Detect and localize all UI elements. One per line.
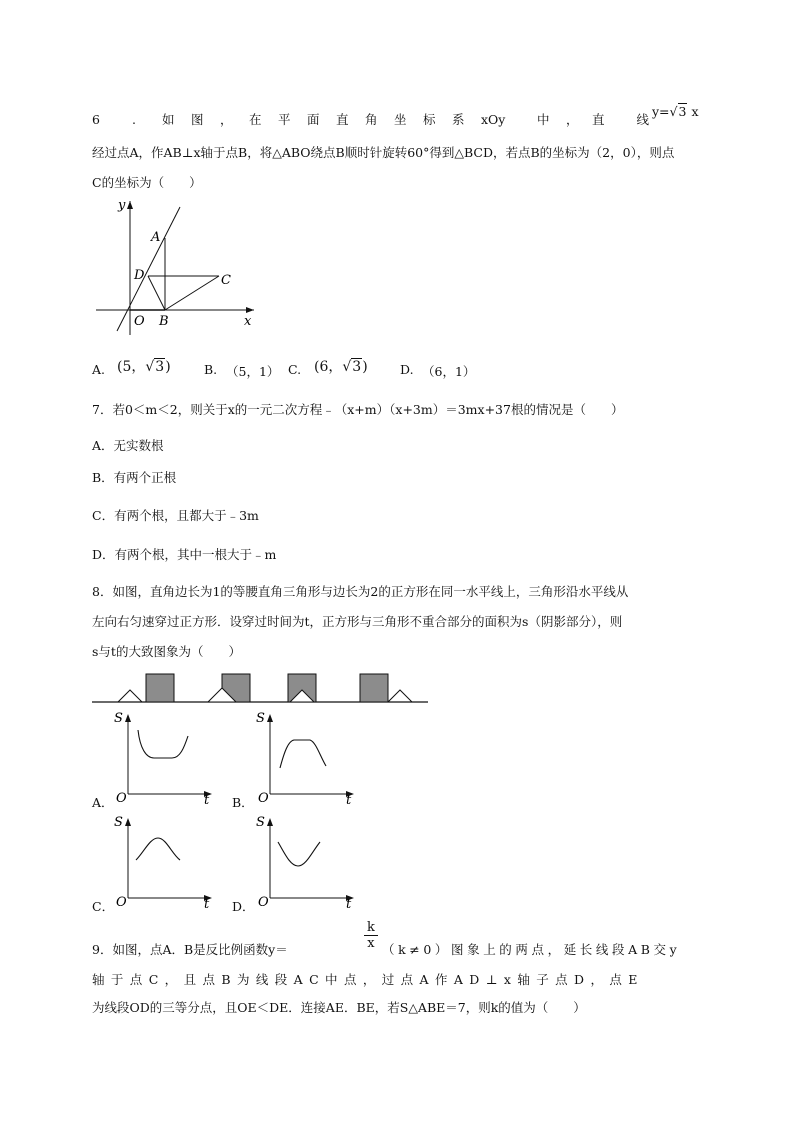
q8-square-1 [146,674,174,702]
q6-option-c-sqrt: √3 [342,359,362,375]
q9-line1a: 9．如图，点A．B是反比例函数y＝ [92,942,288,957]
q8-graph-c-t-label: t [204,897,210,912]
q8-graph-a-o-label: O [116,791,127,806]
q6-line-y-sqrt3x [117,207,180,331]
q8-graph-d-curve [278,842,320,866]
q6-line1-w10: 系 [452,112,465,127]
q6-segment-db [148,276,165,310]
q8-graph-b-o-label: O [258,791,269,806]
q8-graph-b-s-label: S [256,711,265,726]
q6-option-a-label: A. [92,362,106,377]
q6-label-c: C [221,273,231,288]
q6-line1-w8: 坐 [394,112,407,127]
q8-option-d: D． [232,899,255,914]
q6-y-arrow [127,201,133,209]
q6-option-c: (6，√3) [314,359,368,375]
q6-label-a: A [151,230,161,245]
q6-label-y: y [118,198,126,213]
q6-line1-w2: ， [220,112,233,127]
q8-graph-b-s-arrow [267,714,273,722]
q6-line2: 经过点A，作AB⊥x轴于点B，将△ABO绕点B顺时针旋转60°得到△BCD，若点B的坐标为（2，0），则点 [92,145,675,160]
q6-dot: . [132,112,136,127]
q8-graph-a-s-arrow [125,714,131,722]
q6-equation [652,104,699,119]
q6-eq-y: y= [652,104,670,119]
q8-option-c: C． [92,899,115,914]
q6-option-d: （6，1） [422,364,476,379]
q8-graph-b-curve [280,740,326,768]
q6-label-b: B [159,314,169,329]
q6-option-c-label: C. [288,362,302,377]
q6-label-x: x [244,314,252,329]
q6-eq-x: x [691,104,699,119]
q6-line1-w3: 在 [249,112,262,127]
q6-option-d-label: D. [400,362,414,377]
q6-zhixian: 直 线 [592,112,663,127]
q8-triangle-1 [118,690,142,702]
q8-graph-a-s-label: S [114,711,123,726]
q6-option-a: (5，√3) [117,359,171,375]
q7-option-c: C．有两个根，且都大于﹣3m [92,508,259,523]
q8-graph-c-s-arrow [125,818,131,826]
q7-option-d: D．有两个根，其中一根大于﹣m [92,547,277,562]
q7-option-b: B．有两个正根 [92,470,177,485]
q9-line2: 轴于点C，且点B为线段AC中点，过点A作AD⊥x轴子点D，点E [92,972,644,987]
q8-graph-d-t-label: t [346,897,352,912]
q8-square-4 [360,674,388,702]
q6-label-d: D [134,268,145,283]
q6-line1-w6: 直 [336,112,349,127]
q6-line1-w1: 图 [191,112,204,127]
q8-graph-d [250,812,360,912]
q6-line3: C的坐标为（ ） [92,175,202,190]
q8-line3: s与t的大致图象为（ ） [92,644,241,659]
q6-line1-w9: 标 [423,112,436,127]
q8-line2: 左向右匀速穿过正方形．设穿过时间为t，正方形与三角形不重合部分的面积为s（阴影部分），则 [92,614,623,629]
q9-line3: 为线段OD的三等分点，且OE＜DE．连接AE．BE，若S△ABE＝7，则k的值为（ ） [92,1000,586,1015]
q8-graph-d-s-arrow [267,818,273,826]
q6-eq-sqrt: √3 [669,104,687,119]
q6-x-arrow [246,307,254,313]
q8-triangle-4 [388,690,412,702]
q8-graph-c-curve [136,838,180,860]
q8-graph-a-curve [138,730,188,758]
q6-label-o: O [134,314,145,329]
q6-line1-w4: 平 [278,112,291,127]
q6-xoy: xOy [481,112,506,127]
q8-graph-a-t-label: t [204,793,210,808]
q6-option-b: （5，1） [226,364,280,379]
q8-graph-b [250,708,360,808]
q6-line1-w5: 面 [307,112,320,127]
q6-comma: ， [566,112,579,127]
q6-zhong: 中 [537,112,550,127]
q8-line1: 8．如图，直角边长为1的等腰直角三角形与边长为2的正方形在同一水平线上，三角形沿水平线从 [92,584,629,599]
q6-option-b-label: B. [204,362,218,377]
q6-segment-bc [165,276,219,310]
q6-line1-w0: 如 [162,112,175,127]
q8-motion-figure [92,668,432,708]
q8-graph-d-s-label: S [256,815,265,830]
q8-option-a: A． [92,795,114,810]
q6-number: 6 [92,112,100,127]
q6-option-a-sqrt: √3 [145,359,165,375]
q8-option-b: B． [232,795,254,810]
q8-graph-d-o-label: O [258,895,269,910]
q6-figure [92,195,262,345]
q7-stem: 7．若0＜m＜2，则关于x的一元二次方程﹣（x+m）（x+3m）＝3mx+37根的情况是（ ） [92,402,624,417]
q8-graph-c [108,812,218,912]
q9-frac-numerator: k [364,920,378,936]
q7-option-a: A．无实数根 [92,438,164,453]
q9-frac-denominator: x [367,936,375,951]
q6-line1-w7: 角 [365,112,378,127]
q8-graph-a [108,708,218,808]
q8-graph-c-o-label: O [116,895,127,910]
q8-graph-c-s-label: S [114,815,123,830]
q9-line1b: （k≠0）图象上的两点，延长线段AB交y [382,942,681,957]
q8-graph-b-t-label: t [346,793,352,808]
q9-fraction-k-over-x [364,920,378,951]
